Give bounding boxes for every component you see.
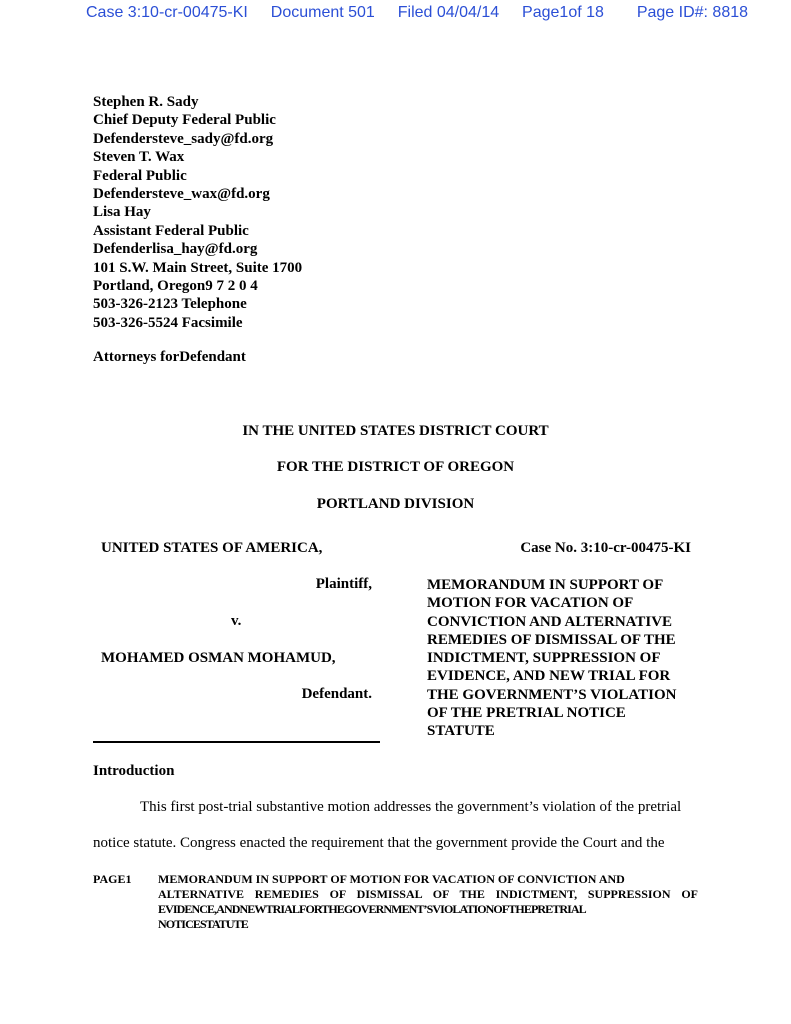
caption-divider <box>93 741 380 743</box>
plaintiff-label: Plaintiff, <box>315 576 372 592</box>
motion-title-line: OF THE PRETRIAL NOTICE <box>427 705 626 722</box>
footer-title-line: NOTICESTATUTE <box>158 917 248 931</box>
attorneys-for: Attorneys forDefendant <box>93 349 246 365</box>
motion-title-line: MEMORANDUM IN SUPPORT OF <box>427 577 664 593</box>
header-page-id: Page ID#: 8818 <box>636 4 749 21</box>
footer-title-line: ALTERNATIVE REMEDIES OF DISMISSAL OF THE INDICTMENT, SUPPRESSION OF <box>158 887 698 901</box>
defendant-name: MOHAMED OSMAN MOHAMUD, <box>101 650 336 666</box>
counsel-line: Stephen R. Sady <box>93 94 199 110</box>
counsel-line: Defenderlisa_hay@fd.org <box>93 241 258 258</box>
counsel-block <box>93 93 302 332</box>
counsel-line: Assistant Federal Public <box>93 222 249 239</box>
counsel-line: 503-326-2123 Telephone <box>93 296 247 313</box>
counsel-line: Portland, Oregon9 7 2 0 4 <box>93 278 258 295</box>
motion-title <box>427 576 677 741</box>
counsel-line: Federal Public <box>93 167 187 184</box>
motion-title-line: CONVICTION AND ALTERNATIVE <box>427 613 673 630</box>
counsel-line: Chief Deputy Federal Public <box>93 112 276 129</box>
motion-title-line: INDICTMENT, SUPPRESSION OF <box>427 650 661 667</box>
plaintiff-name: UNITED STATES OF AMERICA, <box>101 540 323 556</box>
footer-title-line: MEMORANDUM IN SUPPORT OF MOTION FOR VACATION OF CONVICTION AND <box>158 872 625 886</box>
defendant-label: Defendant. <box>301 686 372 702</box>
counsel-line: Steven T. Wax <box>93 149 185 166</box>
motion-title-line: MOTION FOR VACATION OF <box>427 595 634 612</box>
footer-page-label: PAGE1 <box>93 872 132 886</box>
counsel-line: Lisa Hay <box>93 204 151 221</box>
header-filed-date: Filed 04/04/14 <box>397 4 500 21</box>
case-number: Case No. 3:10-cr-00475-KI <box>520 540 691 556</box>
body-paragraph-line: This first post-trial substantive motion addresses the government’s violation of the pretrial <box>140 799 682 815</box>
footer-title <box>158 872 698 932</box>
motion-title-line: STATUTE <box>427 723 495 740</box>
court-division: PORTLAND DIVISION <box>316 496 475 512</box>
header-page-count: Page1of 18 <box>522 4 604 21</box>
footer-title-line: EVIDENCE,ANDNEWTRIALFORTHEGOVERNMENT’SVIOLATIONOFTHEPRETRIAL <box>158 902 586 916</box>
counsel-line: 101 S.W. Main Street, Suite 1700 <box>93 259 303 276</box>
versus: v. <box>231 613 242 629</box>
counsel-line: 503-326-5524 Facsimile <box>93 314 243 331</box>
motion-title-line: THE GOVERNMENT’S VIOLATION <box>427 686 677 703</box>
body-paragraph-line: notice statute. Congress enacted the requirement that the government provide the Court and the <box>93 835 665 851</box>
court-name: IN THE UNITED STATES DISTRICT COURT <box>242 423 549 439</box>
header-document-number: Document 501 <box>270 4 375 21</box>
court-district: FOR THE DISTRICT OF OREGON <box>276 459 515 475</box>
header-case-number: Case 3:10-cr-00475-KI <box>86 4 248 21</box>
section-heading: Introduction <box>93 763 175 779</box>
motion-title-line: EVIDENCE, AND NEW TRIAL FOR <box>427 668 671 685</box>
counsel-line: Defendersteve_wax@fd.org <box>93 186 270 203</box>
filing-header <box>86 4 748 22</box>
motion-title-line: REMEDIES OF DISMISSAL OF THE <box>427 631 676 648</box>
counsel-line: Defendersteve_sady@fd.org <box>93 130 274 147</box>
